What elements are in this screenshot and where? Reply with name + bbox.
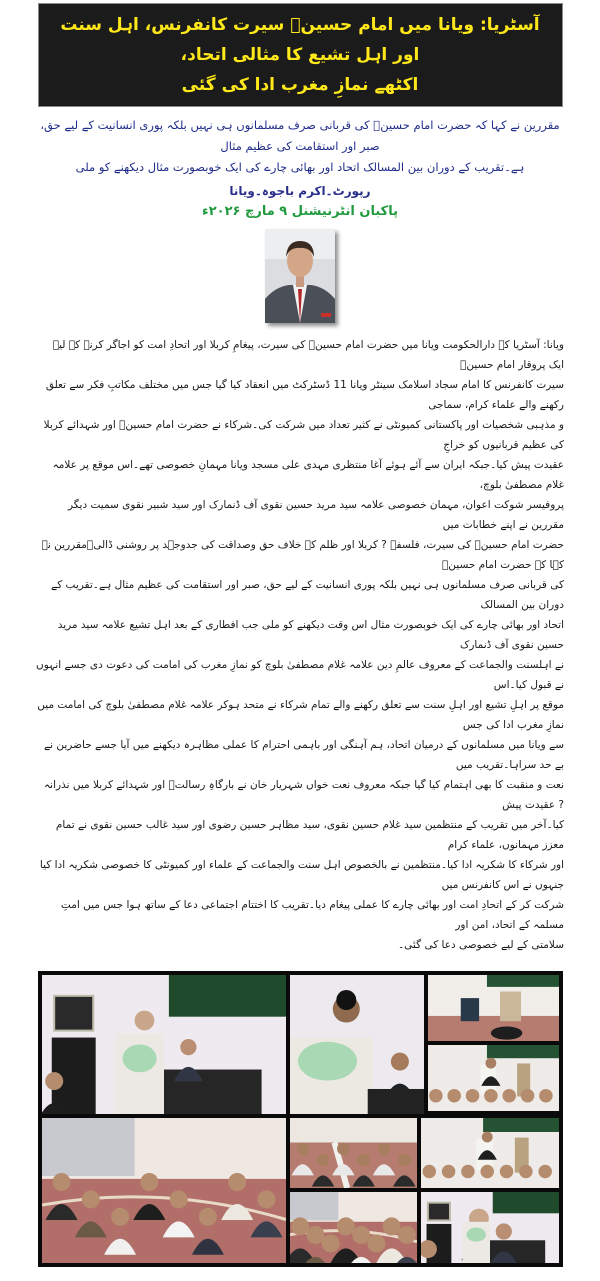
summary-line-1: مقررین نے کہا کہ حضرت امام حسینؑ کی قربانی صرف مسلمانوں ہی نہیں بلکہ پوری انسانیت کے لیے حق، صبر اور استقامت کی عظیم مثال	[40, 118, 560, 153]
photo-collage	[38, 971, 563, 1267]
collage-photo-seated-attendees	[42, 1118, 286, 1263]
photo-image	[42, 1118, 286, 1263]
body-line: نے اہلسنت والجماعت کے معروف عالمِ دین علامہ غلام مصطفیٰ بلوچ کو نمازِ مغرب کی امامت کی دعوت دی جسے انہوں نے قبول کیا۔اس	[36, 659, 564, 691]
body-line: اتحاد اور بھائی چارے کی ایک خوبصورت مثال اس وقت دیکھنے کو ملی جب افطاری کے بعد اہل تشیع علامہ سید مرید حسین نقوی آف ڈنمارک	[57, 619, 564, 651]
body-line: کی قربانی صرف مسلمانوں ہی نہیں بلکہ پوری انسانیت کے لیے حق، صبر اور استقامت کی عظیم مثال ہے۔تقریب کے دوران بین المسالک	[51, 579, 564, 611]
photo-image	[428, 975, 559, 1041]
body-line: سیرت کانفرنس کا امام سجاد اسلامک سینٹر ویانا 11 ڈسٹرکٹ میں انعقاد کیا گیا جس میں مختلف مکاتبِ فکر سے تعلق رکھنے والے علماء کرام، سماجی	[45, 379, 564, 411]
body-line: نعت و منقبت کا بھی اہتمام کیا گیا جبکہ معروف نعت خواں شہریار خان نے بارگاہِ رسالتؐ اور شہدائے کربلا میں نذرانہ ? عقیدت پیش	[44, 779, 564, 811]
collage-photo-speaker-elder	[42, 975, 286, 1114]
author-photo	[265, 229, 335, 323]
collage-photo-cleric	[290, 975, 424, 1114]
collage-photo-attendees-wall	[290, 1192, 417, 1263]
article-summary	[30, 115, 570, 178]
body-line: پروفیسر شوکت اعوان، مہمان خصوصی علامہ سید مرید حسین نقوی آف ڈنمارک اور سید شبیر نقوی سمیت دیگر مقررین نے اپنے خطابات میں	[67, 499, 564, 531]
photo-image	[290, 975, 424, 1114]
byline: رپورٹ۔اکرم باجوہ۔ویانا	[229, 184, 371, 198]
headline-box	[38, 3, 563, 107]
collage-photo-audience-speaker	[428, 1045, 559, 1111]
body-line: شرکت کر کے اتحادِ امت اور بھائی چارے کا عملی پیغام دیا۔تقریب کا اختتام اجتماعی دعا کے ساتھ ہوا جس میں امتِ مسلمہ کے اتحاد، امن اور	[60, 899, 564, 931]
body-line: کیا۔آخر میں تقریب کے منتظمین سید غلام حسین نقوی، سید مظاہر حسین رضوی اور سید غالب حسین نقوی نے تمام معزز مہمانوں، علماء کرام	[55, 819, 564, 851]
body-line: عقیدت پیش کیا۔جبکہ ایران سے آئے ہوئے آغا منتظری مہدی علی مسجد ویانا مہمانِ خصوصی تھے۔اس موقع پر علامہ غلام مصطفیٰ بلوچ،	[52, 459, 564, 491]
body-line: و مذہبی شخصیات اور پاکستانی کمیونٹی نے کثیر تعداد میں شرکت کی۔شرکاء نے حضرت امام حسینؑ اور شہدائے کربلا کی عظیم قربانیوں کو خراجِ	[43, 419, 564, 451]
collage-photo-stage-audience	[421, 1192, 559, 1263]
body-line: سلامتی کے لیے خصوصی دعا کی گئی۔	[398, 939, 564, 951]
article-body	[36, 335, 564, 955]
collage-photo-speakers-stage	[421, 1118, 559, 1188]
summary-line-2: ہے۔تقریب کے دوران بین المسالک اتحاد اور بھائی چارے کی ایک خوبصورت مثال دیکھنے کو ملی	[75, 160, 525, 174]
body-line: حضرت امام حسینؑ کی سیرت، فلسفہ ? کربلا اور ظلم کے خلاف حق وصداقت کی جدوجہد پر روشنی ڈالی۔مقررین نے کہا کہ حضرت امام حسینؑ	[41, 539, 564, 571]
photo-image	[290, 1118, 417, 1188]
photo-image	[290, 1192, 417, 1263]
photo-image	[421, 1192, 559, 1263]
photo-image	[421, 1118, 559, 1188]
photo-image	[42, 975, 286, 1114]
publication-date: پاکبان انٹرنیشنل ۹ مارچ ۲۰۲۶ء	[202, 204, 398, 219]
headline-line-2: اکٹھے نمازِ مغرب ادا کی گئی	[181, 75, 419, 95]
photo-image	[428, 1045, 559, 1111]
author-portrait-image	[265, 229, 335, 323]
body-line: موقع پر اہلِ تشیع اور اہلِ سنت سے تعلق رکھنے والے تمام شرکاء نے متحد ہوکر علامہ غلام مصطفیٰ بلوچ کی امامت میں نمازِ مغرب ادا کی جس	[37, 699, 564, 731]
collage-photo-prayer-rows	[290, 1118, 417, 1188]
body-line: اور شرکاء کا شکریہ ادا کیا۔منتظمین نے بالخصوص اہل سنت والجماعت کے علماء اور کمیونٹی کا خصوصی شکریہ ادا کیا جنہوں نے اس کانفرنس میں	[39, 859, 564, 891]
collage-photo-hall	[428, 975, 559, 1041]
body-line: سے ویانا میں مسلمانوں کے درمیان اتحاد، ہم آہنگی اور باہمی احترام کا عملی مظاہرہ دیکھنے میں آیا جسے حاضرین نے بے حد سراہا۔تقریب میں	[43, 739, 564, 771]
body-line: ویانا: آسٹریا کے دارالحکومت ویانا میں حضرت امام حسینؑ کی سیرت، پیغامِ کربلا اور اتحادِ امت کو اجاگر کرنے کے لیے ایک پروقار امام حسینؑ	[52, 339, 564, 371]
headline-line-1: آسٹریا: ویانا میں امام حسینؑ سیرت کانفرنس، اہل سنت اور اہل تشیع کا مثالی اتحاد،	[60, 15, 540, 65]
